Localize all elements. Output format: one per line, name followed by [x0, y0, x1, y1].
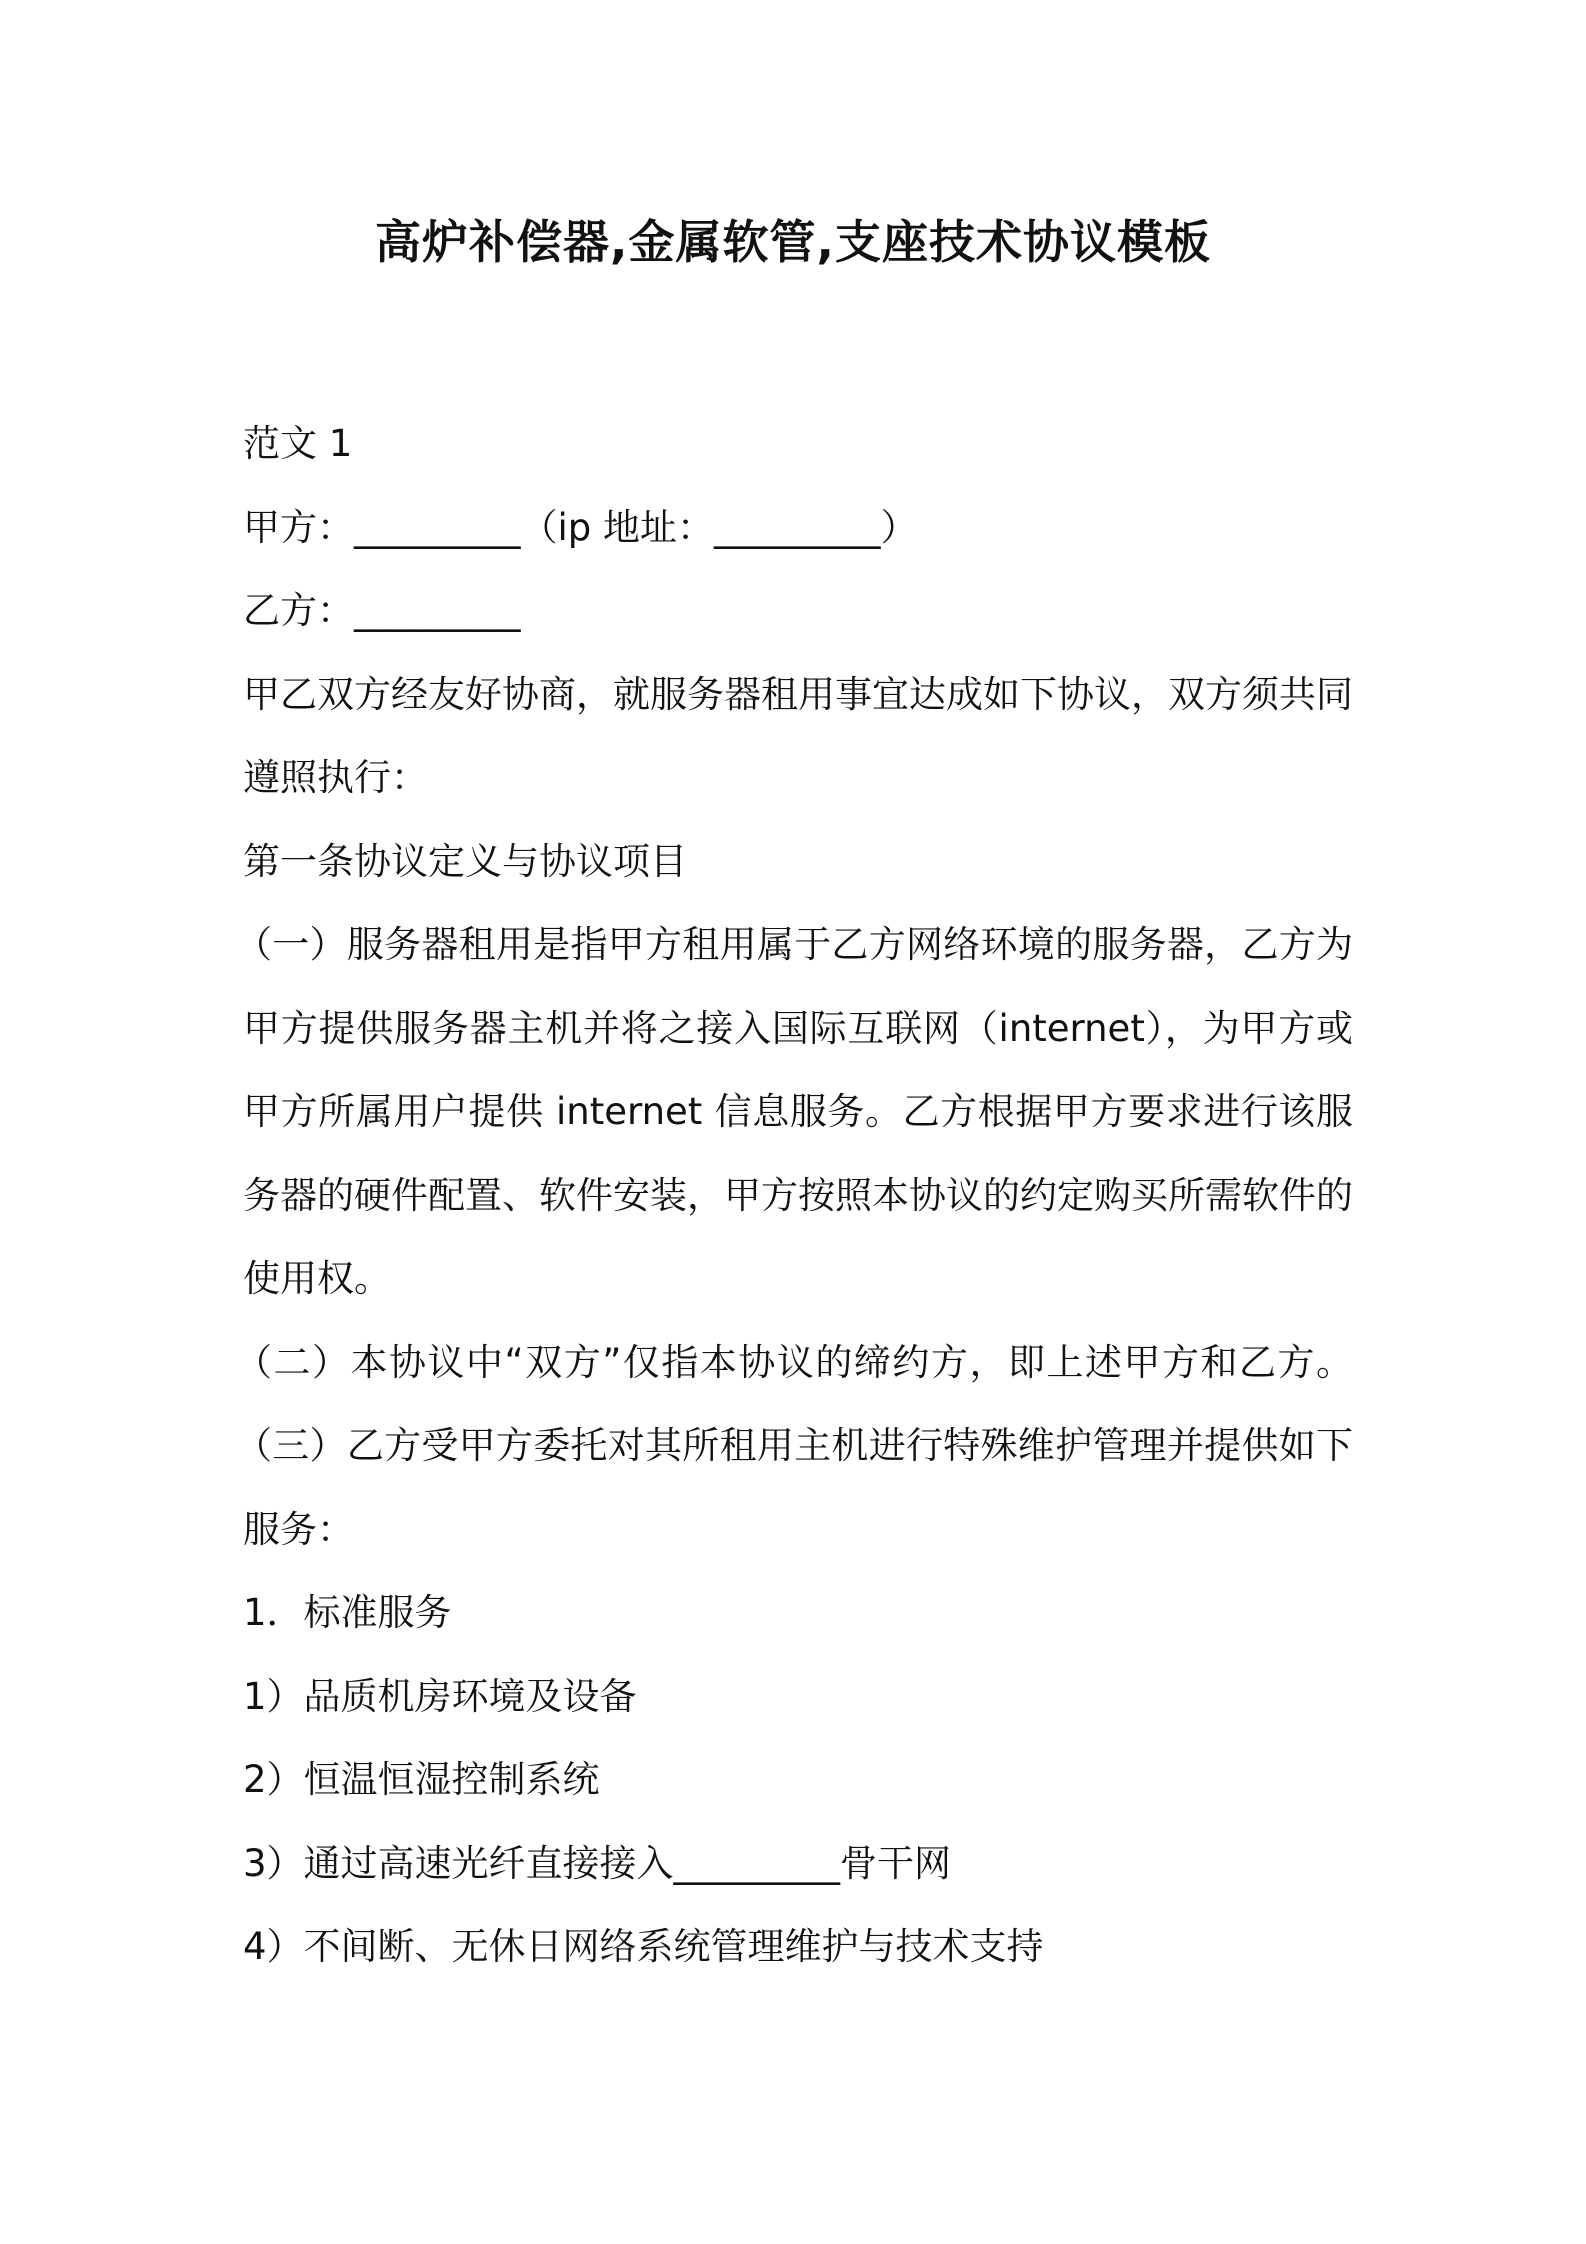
text-line: 乙方：_________: [243, 589, 521, 632]
text-line: 范文 1: [243, 422, 353, 465]
section-heading: 第一条协议定义与协议项目: [243, 839, 687, 883]
list-item: 2）恒温恒湿控制系统: [243, 1758, 600, 1801]
document-body: [235, 402, 1353, 1989]
text-line: 甲方：_________（ip 地址：_________）: [243, 505, 918, 549]
text-line: 服务：: [243, 1507, 354, 1551]
text-line: 务器的硬件配置、软件安装，甲方按照本协议的约定购买所需软件的: [243, 1173, 1353, 1217]
list-item: 4）不间断、无休日网络系统管理维护与技术支持: [243, 1925, 1044, 1968]
list-item: 1．标准服务: [243, 1591, 452, 1634]
text-line: （三）乙方受甲方委托对其所租用主机进行特殊维护管理并提供如下: [235, 1424, 1353, 1467]
text-line: 甲方提供服务器主机并将之接入国际互联网（internet），为甲方或: [243, 1006, 1353, 1050]
text-line: 使用权。: [243, 1257, 391, 1300]
document-title: 高炉补偿器,金属软管,支座技术协议模板: [375, 215, 1211, 269]
list-item: 3）通过高速光纤直接接入_________骨干网: [243, 1841, 952, 1885]
text-line: 甲乙双方经友好协商，就服务器租用事宜达成如下协议，双方须共同: [243, 672, 1353, 716]
text-line: （二）本协议中“双方”仅指本协议的缔约方，即上述甲方和乙方。: [235, 1340, 1353, 1384]
text-line: （一）服务器租用是指甲方租用属于乙方网络环境的服务器，乙方为: [235, 923, 1353, 966]
text-line: 遵照执行：: [243, 756, 428, 799]
list-item: 1）品质机房环境及设备: [243, 1674, 637, 1718]
text-line: 甲方所属用户提供 internet 信息服务。乙方根据甲方要求进行该服: [243, 1090, 1353, 1133]
